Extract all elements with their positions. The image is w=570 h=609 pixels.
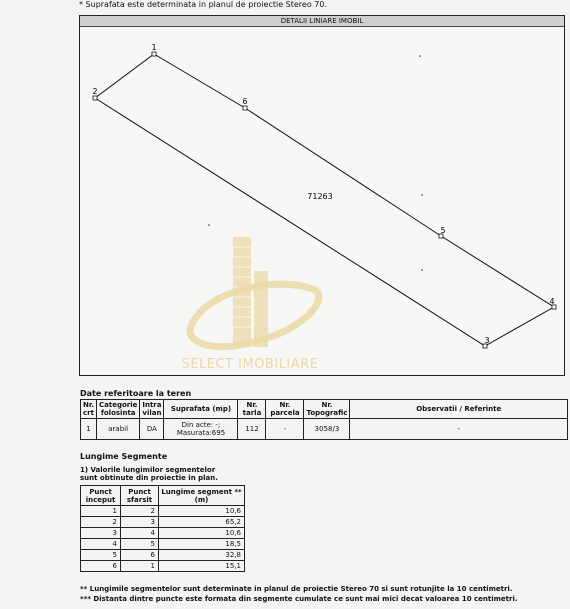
cell-length: 18,5 [159,539,245,550]
watermark-logo-icon [130,235,370,355]
cell-start: 2 [81,517,121,528]
cell-observatii: - [350,419,568,440]
cell-suprafata: Din acte: -; Masurata:695 [164,419,238,440]
teren-header-row [81,400,568,419]
table-row [81,550,245,561]
cell-length: 10,6 [159,528,245,539]
cell-categorie: arabil [96,419,139,440]
cell-end: 4 [121,528,159,539]
cell-end: 6 [121,550,159,561]
cell-parcela: - [266,419,304,440]
col-observatii: Observatii / Referinte [350,400,568,419]
cell-start: 3 [81,528,121,539]
vertex-label-3: 3 [484,336,490,345]
col-lungime: Lungime segment ** (m) [159,486,245,506]
plan-header: DETALII LINIARE IMOBIL [80,16,564,27]
vertex-marker-6 [243,106,247,110]
vertex-marker-2 [93,96,97,100]
vertex-label-4: 4 [549,297,555,306]
cell-end: 2 [121,506,159,517]
table-row [81,561,245,572]
teren-section-title: Date referitoare la teren [80,389,192,398]
vertex-label-2: 2 [92,87,98,96]
vertex-label-6: 6 [242,97,248,106]
top-note: * Suprafata este determinata in planul de proiectie Stereo 70. [79,0,328,9]
cell-length: 32,8 [159,550,245,561]
cell-length: 10,6 [159,506,245,517]
vertex-label-5: 5 [440,226,446,235]
watermark [130,235,370,375]
stray-dot [421,194,423,196]
watermark-text: SELECT IMOBILIARE [181,357,319,372]
cell-intravilan: DA [140,419,164,440]
cell-start: 5 [81,550,121,561]
cell-start: 4 [81,539,121,550]
table-row [81,506,245,517]
footnote-1: ** Lungimile segmentelor sunt determinate in planul de proiectie Stereo 70 si sunt rotunjite la 10 centimetri. [80,585,513,593]
stray-dot [419,55,421,57]
table-row [81,517,245,528]
col-intravilan: Intra vilan [140,400,164,419]
vertex-marker-1 [152,52,156,56]
col-categorie: Categorie folosinta [96,400,139,419]
col-topografic: Nr. Topografic [304,400,350,419]
col-tarla: Nr. tarla [238,400,266,419]
segment-table [80,485,245,572]
teren-table [80,399,568,440]
cell-start: 6 [81,561,121,572]
table-row [81,528,245,539]
lungime-section-title: Lungime Segmente [80,452,168,461]
lungime-intro [80,466,218,482]
vertex-label-1: 1 [151,43,157,52]
col-nr-crt: Nr. crt [81,400,97,419]
cell-tarla: 112 [238,419,266,440]
cell-topografic: 3058/3 [304,419,350,440]
cell-end: 1 [121,561,159,572]
segment-header-row [81,486,245,506]
stray-dot [421,269,423,271]
area-label: 71263 [307,192,333,201]
table-row [81,419,568,440]
intro-line-2: sunt obtinute din proiectie in plan. [80,474,218,482]
col-punct-inceput: Punct inceput [81,486,121,506]
stray-dot [208,224,210,226]
footnote-2: *** Distanta dintre puncte este formata din segmente cumulate ce sunt mai mici decat valoarea 10 centimetri. [80,595,518,603]
col-suprafata: Suprafata (mp) [164,400,238,419]
table-row [81,539,245,550]
cell-length: 65,2 [159,517,245,528]
col-punct-sfarsit: Punct sfarsit [121,486,159,506]
cell-end: 5 [121,539,159,550]
cell-start: 1 [81,506,121,517]
intro-line-1: 1) Valorile lungimilor segmentelor [80,466,216,474]
col-parcela: Nr. parcela [266,400,304,419]
cell-length: 15,1 [159,561,245,572]
cell-end: 3 [121,517,159,528]
cell-nr: 1 [81,419,97,440]
